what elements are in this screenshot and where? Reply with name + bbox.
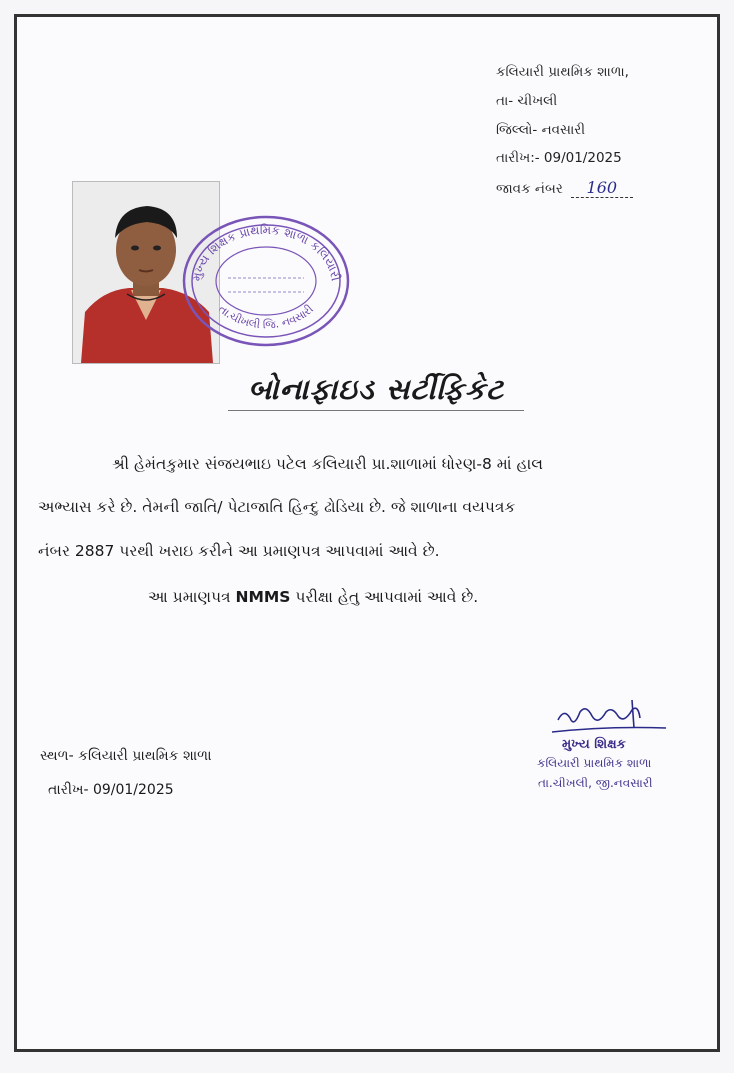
header-school: કલિયારી પ્રાથમિક શાળા, [496,64,629,80]
exam-name: NMMS [235,588,291,606]
certificate-title: બોનાફાઇડ સર્ટીફિકેટ [228,372,524,411]
footer-place: સ્થળ- કલિયારી પ્રાથમિક શાળા [40,748,212,764]
body-line-1: શ્રી હેમંતકુમાર સંજયભાઇ પટેલ કલિયારી પ્રા.શાળામાં ધોરણ-8 માં હાલ [112,455,543,473]
body-line-4-post: પરીક્ષા હેતુ આપવામાં આવે છે. [290,588,479,606]
stamp-top-text: મુખ્ય શિક્ષક પ્રાથમિક શાળા કલિયારી [189,222,343,283]
outward-label: જાવક નંબર [496,181,563,197]
outward-number: 160 [571,178,633,198]
body-line-2: અભ્યાસ કરે છે. તેમની જાતિ/ પેટાજાતિ હિન્દુ ઢોડિયા છે. જે શાળાના વયપત્રક [38,498,516,516]
footer-date: તારીખ- 09/01/2025 [48,782,174,798]
signature-location: તા.ચીખલી, જી.નવસારી [538,776,653,790]
signature-scribble [548,698,672,738]
header-taluka: તા- ચીખલી [496,93,558,109]
header-outward [496,178,633,198]
header-district: જિલ્લો- નવસારી [496,122,586,138]
body-line-4-pre: આ પ્રમાણપત્ર [148,588,236,606]
header-date: તારીખ:- 09/01/2025 [496,150,622,166]
school-stamp [178,212,354,350]
body-line-3: નંબર 2887 પરથી ખરાઇ કરીને આ પ્રમાણપત્ર આપવામાં આવે છે. [38,542,440,560]
svg-text:તા.ચીખલી જિ. નવસારી [216,302,316,331]
certificate-border [14,14,720,1052]
stamp-bottom-text: તા.ચીખલી જિ. નવસારી [216,302,316,332]
signature-title: મુખ્ય શિક્ષક [562,737,626,752]
body-line-4 [148,588,478,607]
signature-school: કલિયારી પ્રાથમિક શાળા [537,756,652,770]
